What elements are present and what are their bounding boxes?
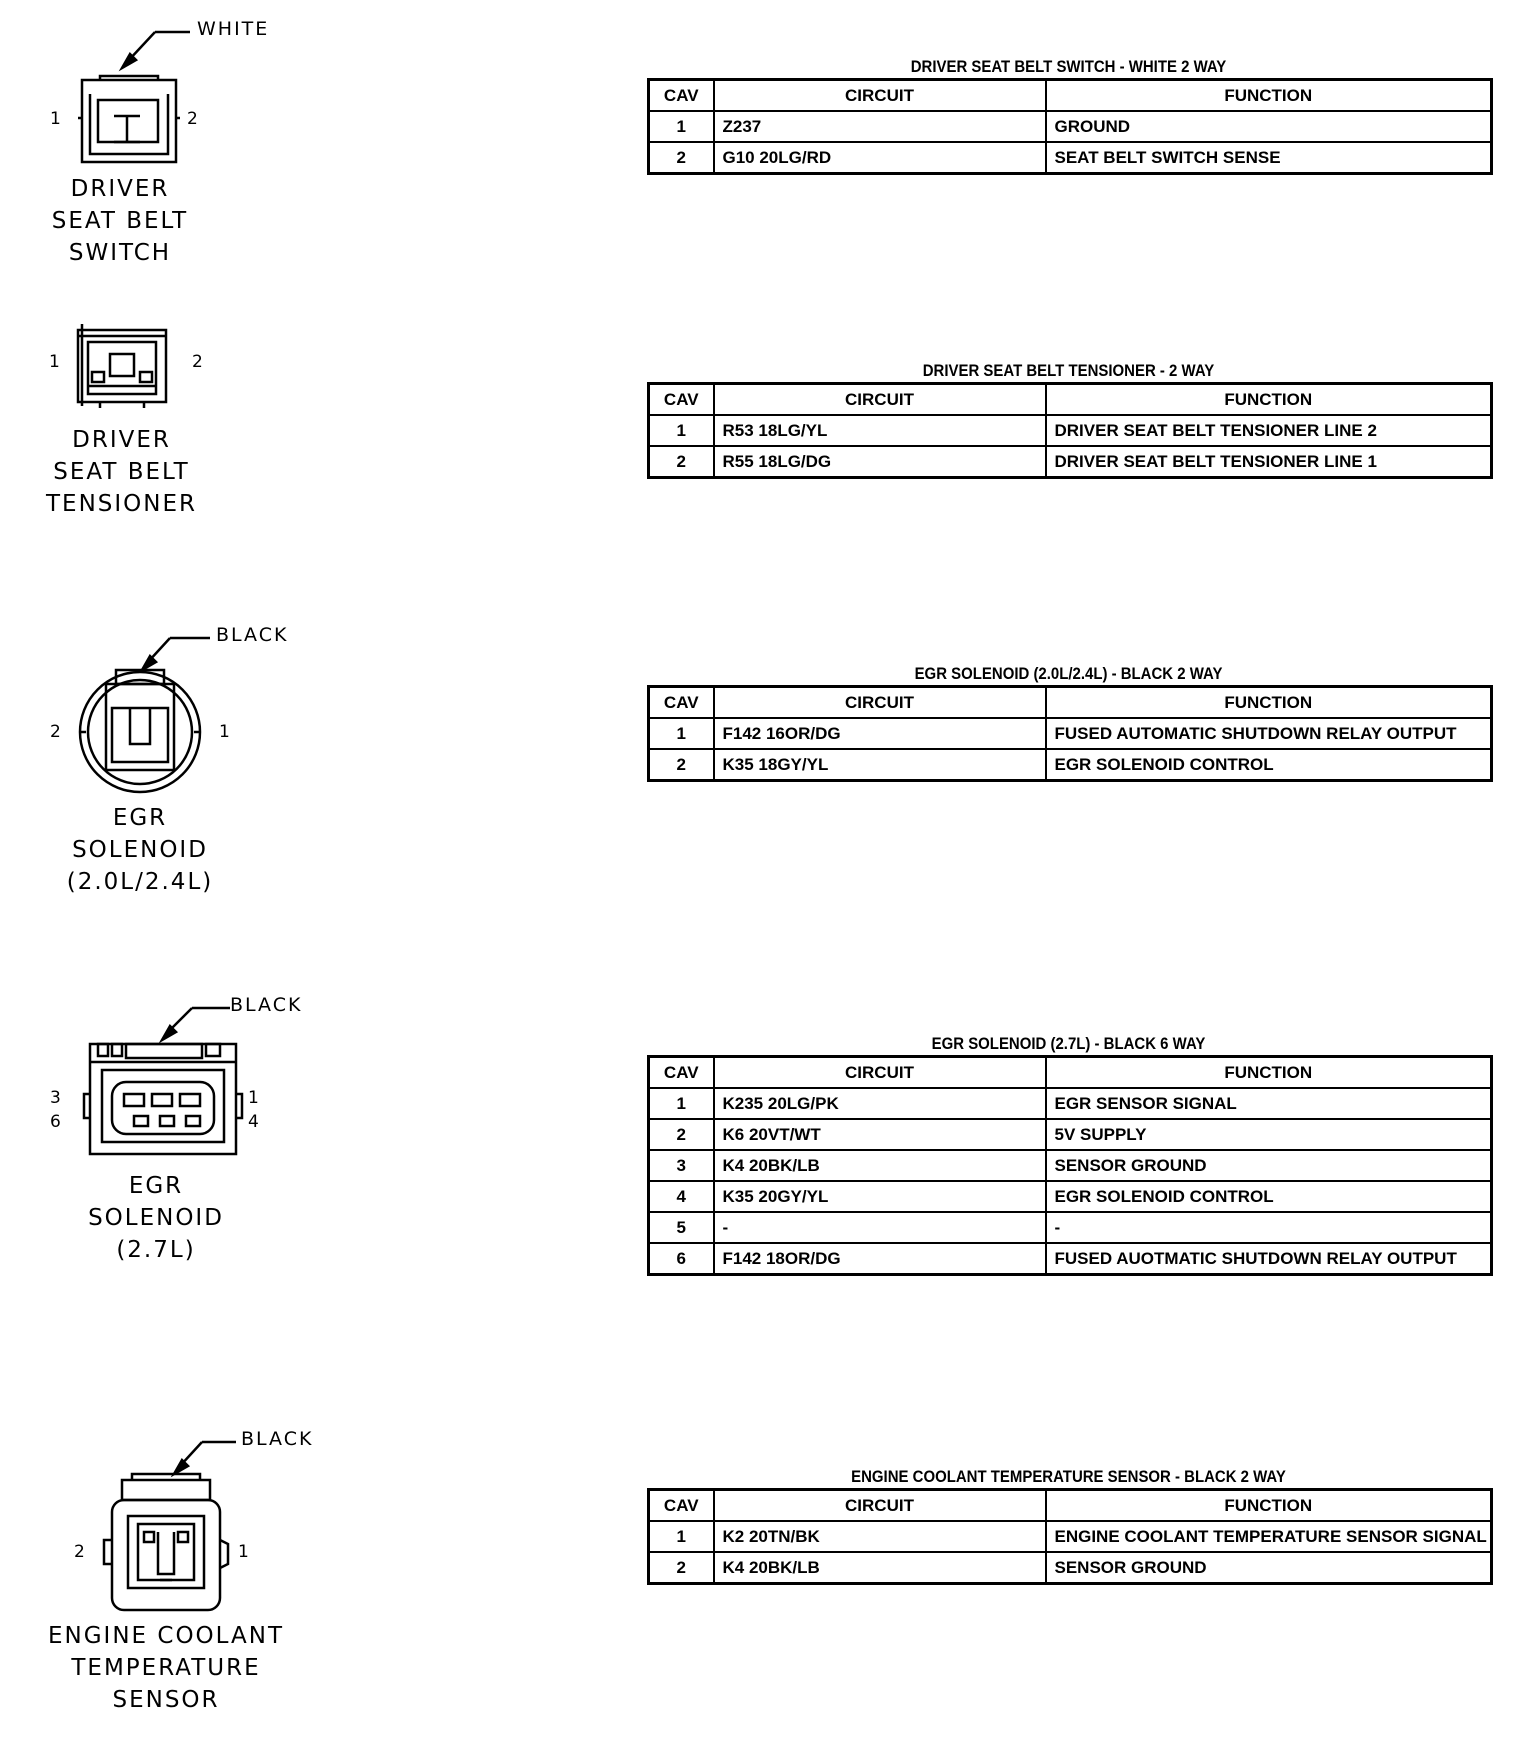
table-title: EGR SOLENOID (2.0L/2.4L) - BLACK 2 WAY (914, 664, 1223, 683)
header-function: FUNCTION (1046, 1490, 1492, 1522)
function-cell: SENSOR GROUND (1046, 1552, 1492, 1584)
table-row (649, 718, 1492, 749)
circuit-cell: K35 20GY/YL (714, 1181, 1046, 1212)
cav-cell: 2 (649, 1552, 714, 1584)
pin-label: 4 (248, 1112, 259, 1132)
function-cell: ENGINE COOLANT TEMPERATURE SENSOR SIGNAL (1046, 1521, 1492, 1552)
pin-label: 2 (192, 352, 203, 372)
cav-cell: 1 (649, 1088, 714, 1119)
cav-cell: 2 (649, 142, 714, 174)
connector-color-label: WHITE (197, 18, 270, 40)
cav-cell: 2 (649, 1119, 714, 1150)
table-title: EGR SOLENOID (2.7L) - BLACK 6 WAY (931, 1034, 1206, 1053)
circuit-cell: R53 18LG/YL (714, 415, 1046, 446)
header-cav: CAV (649, 687, 714, 719)
function-cell: DRIVER SEAT BELT TENSIONER LINE 2 (1046, 415, 1492, 446)
component-name: EGR SOLENOID (2.7L) (88, 1173, 224, 1263)
circuit-cell: - (714, 1212, 1046, 1243)
egr-solenoid-2-7l-connector (40, 990, 340, 1280)
connector-table-driver-seat-belt-tensioner (647, 360, 1490, 479)
table-header-row (649, 384, 1492, 416)
cav-cell: 2 (649, 749, 714, 781)
component-name: ENGINE COOLANT TEMPERATURE SENSOR (48, 1623, 284, 1713)
table-row (649, 1088, 1492, 1119)
function-cell: EGR SOLENOID CONTROL (1046, 749, 1492, 781)
cav-cell: 2 (649, 446, 714, 478)
header-circuit: CIRCUIT (714, 384, 1046, 416)
function-cell: EGR SOLENOID CONTROL (1046, 1181, 1492, 1212)
egr-solenoid-2-0l-2-4l-connector (40, 620, 340, 900)
table-row (649, 1552, 1492, 1584)
component-name: EGR SOLENOID (2.0L/2.4L) (66, 805, 214, 895)
header-function: FUNCTION (1046, 80, 1492, 112)
table-row (649, 415, 1492, 446)
circuit-cell: K4 20BK/LB (714, 1150, 1046, 1181)
cav-cell: 3 (649, 1150, 714, 1181)
pin-label: 2 (187, 109, 198, 129)
header-cav: CAV (649, 80, 714, 112)
cavity-table (647, 1488, 1493, 1585)
header-cav: CAV (649, 1057, 714, 1089)
driver-seat-belt-tensioner-connector (40, 320, 340, 520)
component-name: DRIVER SEAT BELT SWITCH (51, 176, 189, 266)
table-row (649, 446, 1492, 478)
table-row (649, 1521, 1492, 1552)
table-row (649, 1150, 1492, 1181)
connector-table-engine-coolant-temperature-sensor (647, 1466, 1490, 1585)
connector-table-egr-solenoid-2-0l-2-4l (647, 663, 1490, 782)
cavity-table (647, 382, 1493, 479)
header-cav: CAV (649, 384, 714, 416)
cav-cell: 5 (649, 1212, 714, 1243)
pin-label: 3 (50, 1088, 61, 1108)
function-cell: SEAT BELT SWITCH SENSE (1046, 142, 1492, 174)
pin-label: 1 (219, 722, 230, 742)
table-title: DRIVER SEAT BELT TENSIONER - 2 WAY (922, 361, 1215, 380)
circuit-cell: G10 20LG/RD (714, 142, 1046, 174)
table-row (649, 1181, 1492, 1212)
header-cav: CAV (649, 1490, 714, 1522)
cav-cell: 4 (649, 1181, 714, 1212)
header-circuit: CIRCUIT (714, 80, 1046, 112)
cav-cell: 1 (649, 415, 714, 446)
cavity-table (647, 78, 1493, 175)
function-cell: FUSED AUTOMATIC SHUTDOWN RELAY OUTPUT (1046, 718, 1492, 749)
engine-coolant-temperature-sensor-connector (40, 1424, 340, 1724)
connector-color-label: BLACK (216, 624, 289, 646)
circuit-cell: R55 18LG/DG (714, 446, 1046, 478)
pin-label: 1 (248, 1088, 259, 1108)
cav-cell: 1 (649, 1521, 714, 1552)
cav-cell: 1 (649, 718, 714, 749)
table-header-row (649, 1057, 1492, 1089)
table-row (649, 749, 1492, 781)
pin-label: 1 (238, 1542, 249, 1562)
connector-color-label: BLACK (230, 994, 303, 1016)
table-header-row (649, 687, 1492, 719)
header-circuit: CIRCUIT (714, 687, 1046, 719)
table-row (649, 1212, 1492, 1243)
cavity-table (647, 1055, 1493, 1276)
pin-label: 2 (50, 722, 61, 742)
table-row (649, 1243, 1492, 1275)
circuit-cell: K4 20BK/LB (714, 1552, 1046, 1584)
table-header-row (649, 1490, 1492, 1522)
pin-label: 6 (50, 1112, 61, 1132)
circuit-cell: K2 20TN/BK (714, 1521, 1046, 1552)
table-row (649, 142, 1492, 174)
header-function: FUNCTION (1046, 687, 1492, 719)
circuit-cell: K6 20VT/WT (714, 1119, 1046, 1150)
circuit-cell: F142 18OR/DG (714, 1243, 1046, 1275)
table-header-row (649, 80, 1492, 112)
header-circuit: CIRCUIT (714, 1057, 1046, 1089)
cav-cell: 6 (649, 1243, 714, 1275)
circuit-cell: K235 20LG/PK (714, 1088, 1046, 1119)
connector-color-label: BLACK (241, 1428, 314, 1450)
function-cell: FUSED AUOTMATIC SHUTDOWN RELAY OUTPUT (1046, 1243, 1492, 1275)
component-name: DRIVER SEAT BELT TENSIONER (46, 427, 197, 517)
pin-label: 2 (74, 1542, 85, 1562)
function-cell: GROUND (1046, 111, 1492, 142)
function-cell: EGR SENSOR SIGNAL (1046, 1088, 1492, 1119)
header-function: FUNCTION (1046, 384, 1492, 416)
function-cell: 5V SUPPLY (1046, 1119, 1492, 1150)
pin-label: 1 (50, 109, 61, 129)
function-cell: SENSOR GROUND (1046, 1150, 1492, 1181)
circuit-cell: K35 18GY/YL (714, 749, 1046, 781)
connector-table-driver-seat-belt-switch (647, 56, 1490, 175)
connector-table-egr-solenoid-2-7l (647, 1033, 1490, 1276)
circuit-cell: F142 16OR/DG (714, 718, 1046, 749)
table-row (649, 1119, 1492, 1150)
circuit-cell: Z237 (714, 111, 1046, 142)
pin-label: 1 (49, 352, 60, 372)
header-circuit: CIRCUIT (714, 1490, 1046, 1522)
function-cell: - (1046, 1212, 1492, 1243)
header-function: FUNCTION (1046, 1057, 1492, 1089)
cavity-table (647, 685, 1493, 782)
cav-cell: 1 (649, 111, 714, 142)
table-title: DRIVER SEAT BELT SWITCH - WHITE 2 WAY (910, 57, 1227, 76)
table-title: ENGINE COOLANT TEMPERATURE SENSOR - BLACK 2 WAY (851, 1467, 1286, 1486)
table-row (649, 111, 1492, 142)
function-cell: DRIVER SEAT BELT TENSIONER LINE 1 (1046, 446, 1492, 478)
driver-seat-belt-switch-connector (40, 14, 340, 274)
